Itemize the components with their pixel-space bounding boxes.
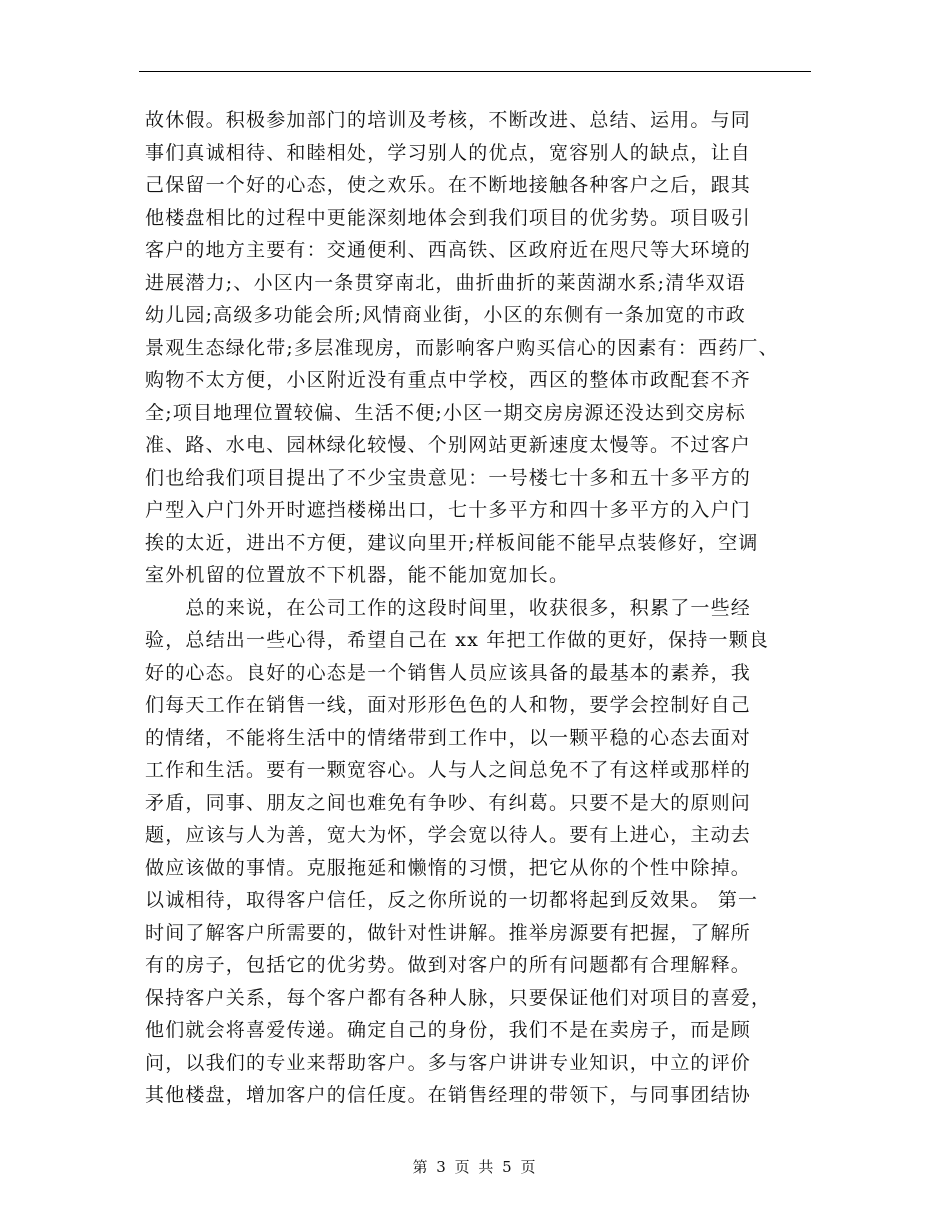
text-line: 验，总结出一些心得，希望自己在 xx 年把工作做的更好，保持一颗良 bbox=[145, 629, 770, 651]
text-line: 景观生态绿化带;多层准现房，而影响客户购买信心的因素有：西药厂、 bbox=[145, 336, 779, 359]
text-line: 问，以我们的专业来帮助客户。多与客户讲讲专业知识，中立的评价 bbox=[145, 1051, 752, 1074]
page-number: 第 3 页 共 5 页 bbox=[412, 1158, 538, 1176]
text-line: 题，应该与人为善，宽大为怀，学会宽以待人。要有上进心，主动去 bbox=[145, 824, 752, 846]
text-line: 挨的太近，进出不方便，建议向里开;样板间能不能早点装修好，空调 bbox=[145, 531, 759, 554]
text-line: 其他楼盘，增加客户的信任度。在销售经理的带领下，与同事团结协 bbox=[145, 1084, 752, 1106]
text-line: 做应该做的事情。克服拖延和懒惰的习惯，把它从你的个性中除掉。 bbox=[145, 856, 752, 879]
text-line: 以诚相待，取得客户信任，反之你所说的一切都将起到反效果。 第一 bbox=[145, 889, 759, 911]
text-line: 好的心态。良好的心态是一个销售人员应该具备的最基本的素养，我 bbox=[145, 661, 752, 684]
text-line: 他们就会将喜爱传递。确定自己的身份，我们不是在卖房子，而是顾 bbox=[145, 1019, 752, 1041]
text-line: 矛盾，同事、朋友之间也难免有争吵、有纠葛。只要不是大的原则问 bbox=[145, 791, 752, 814]
header-rule bbox=[139, 71, 811, 72]
text-line: 有的房子，包括它的优劣势。做到对客户的所有问题都有合理解释。 bbox=[145, 954, 752, 976]
text-line: 们也给我们项目提出了不少宝贵意见：一号楼七十多和五十多平方的 bbox=[145, 466, 752, 489]
text-line: 时间了解客户所需要的，做针对性讲解。推举房源要有把握，了解所 bbox=[145, 921, 752, 944]
text-line: 工作和生活。要有一颗宽容心。人与人之间总免不了有这样或那样的 bbox=[145, 759, 752, 781]
text-line: 购物不太方便，小区附近没有重点中学校，西区的整体市政配套不齐 bbox=[145, 369, 752, 391]
text-line: 幼儿园;高级多功能会所;风情商业街，小区的东侧有一条加宽的市政 bbox=[145, 304, 747, 326]
text-line: 他楼盘相比的过程中更能深刻地体会到我们项目的优劣势。项目吸引 bbox=[145, 206, 752, 229]
text-line: 户型入户门外开时遮挡楼梯出口，七十多平方和四十多平方的入户门 bbox=[145, 499, 752, 521]
text-line: 故休假。积极参加部门的培训及考核，不断改进、总结、运用。与同 bbox=[145, 109, 752, 131]
text-line: 准、路、水电、园林绿化较慢、个别网站更新速度太慢等。不过客户 bbox=[145, 434, 752, 456]
text-line: 室外机留的位置放不下机器，能不能加宽加长。 bbox=[145, 564, 570, 586]
body-text bbox=[145, 104, 825, 1112]
text-line: 保持客户关系，每个客户都有各种人脉，只要保证他们对项目的喜爱， bbox=[145, 986, 772, 1009]
text-line: 们每天工作在销售一线，面对形形色色的人和物，要学会控制好自己 bbox=[145, 694, 752, 716]
text-line: 全;项目地理位置较偏、生活不便;小区一期交房房源还没达到交房标 bbox=[145, 401, 747, 424]
text-line: 己保留一个好的心态，使之欢乐。在不断地接触各种客户之后，跟其 bbox=[145, 174, 752, 196]
text-line: 总的来说，在公司工作的这段时间里，收获很多，积累了一些经 bbox=[145, 596, 752, 619]
text-line: 进展潜力;、小区内一条贯穿南北，曲折曲折的莱茵湖水系;清华双语 bbox=[145, 271, 747, 294]
text-line: 事们真诚相待、和睦相处，学习别人的优点，宽容别人的缺点，让自 bbox=[145, 141, 752, 164]
text-line: 客户的地方主要有：交通便利、西高铁、区政府近在咫尺等大环境的 bbox=[145, 239, 752, 261]
text-line: 的情绪，不能将生活中的情绪带到工作中，以一颗平稳的心态去面对 bbox=[145, 726, 752, 749]
